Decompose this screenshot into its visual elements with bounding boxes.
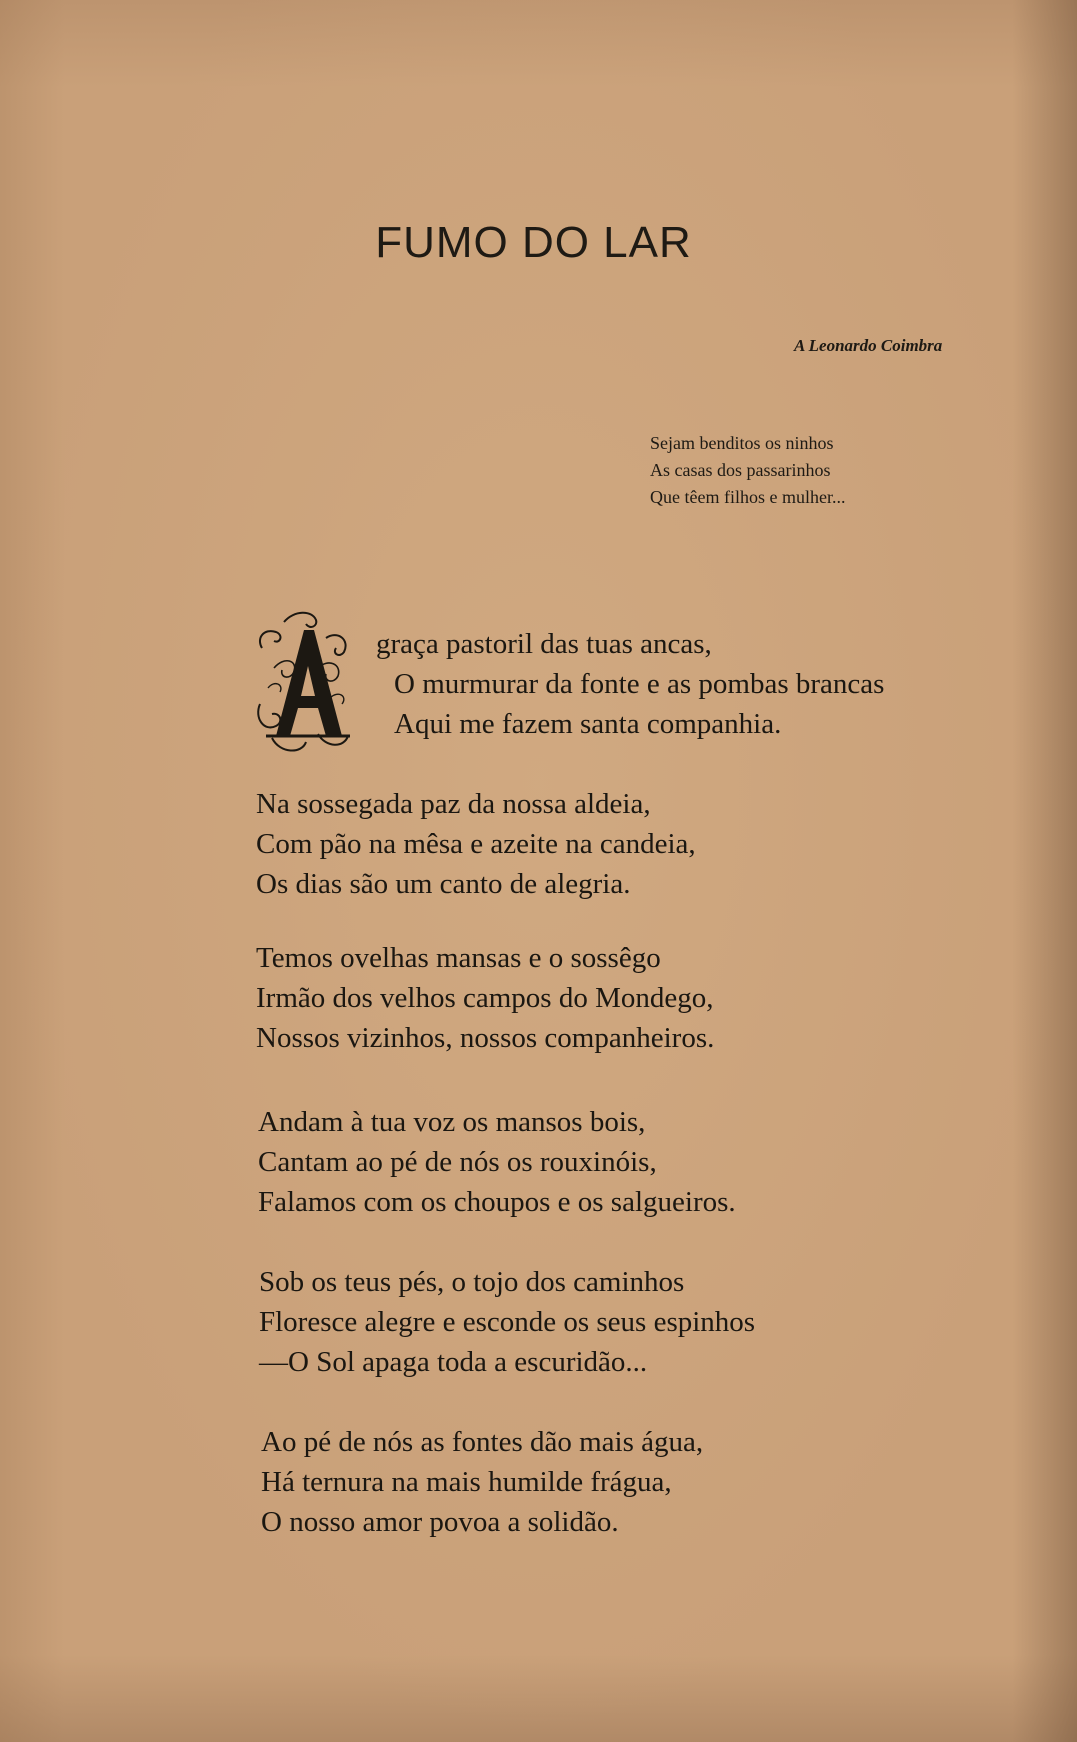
stanza-6 — [261, 1422, 703, 1542]
verse-line: Falamos com os choupos e os salgueiros. — [258, 1186, 736, 1218]
verse-line: Nossos vizinhos, nossos companheiros. — [256, 1022, 715, 1054]
verse-line: Na sossegada paz da nossa aldeia, — [256, 788, 651, 820]
poem-title-text: FUMO DO LAR — [375, 218, 692, 267]
verse-line: Ao pé de nós as fontes dão mais água, — [261, 1426, 704, 1458]
verse-line: Aqui me fazem santa companhia. — [394, 708, 782, 740]
stanza-5 — [259, 1262, 755, 1382]
epigraph-line: Sejam benditos os ninhos — [650, 433, 834, 453]
verse-line: Floresce alegre e esconde os seus espinhos — [259, 1306, 756, 1338]
verse-line: Há ternura na mais humilde frágua, — [261, 1466, 672, 1498]
verse-line: Os dias são um canto de alegria. — [256, 868, 631, 900]
verse-line: Andam à tua voz os mansos bois, — [258, 1106, 646, 1138]
epigraph-line: As casas dos passarinhos — [650, 460, 831, 480]
verse-line: Com pão na mêsa e azeite na candeia, — [256, 828, 696, 860]
epigraph — [650, 430, 845, 511]
poem-title — [0, 218, 1077, 268]
verse-line: O nosso amor povoa a solidão. — [261, 1506, 619, 1538]
stanza-2 — [256, 784, 696, 904]
stanza-3 — [256, 938, 714, 1058]
stanza-4 — [258, 1102, 736, 1222]
ornamental-initial-a — [254, 608, 354, 756]
verse-line: O murmurar da fonte e as pombas brancas — [394, 668, 885, 700]
stanza-1 — [376, 624, 884, 744]
verse-line: —O Sol apaga toda a escuridão... — [259, 1346, 648, 1378]
epigraph-line: Que têem filhos e mulher... — [650, 487, 846, 507]
verse-line: Cantam ao pé de nós os rouxinóis, — [258, 1146, 657, 1178]
verse-line: graça pastoril das tuas ancas, — [376, 628, 712, 660]
verse-line: Temos ovelhas mansas e o sossêgo — [256, 942, 661, 974]
verse-line: Irmão dos velhos campos do Mondego, — [256, 982, 714, 1014]
dedication: A Leonardo Coimbra — [794, 336, 943, 355]
verse-line: Sob os teus pés, o tojo dos caminhos — [259, 1266, 685, 1298]
